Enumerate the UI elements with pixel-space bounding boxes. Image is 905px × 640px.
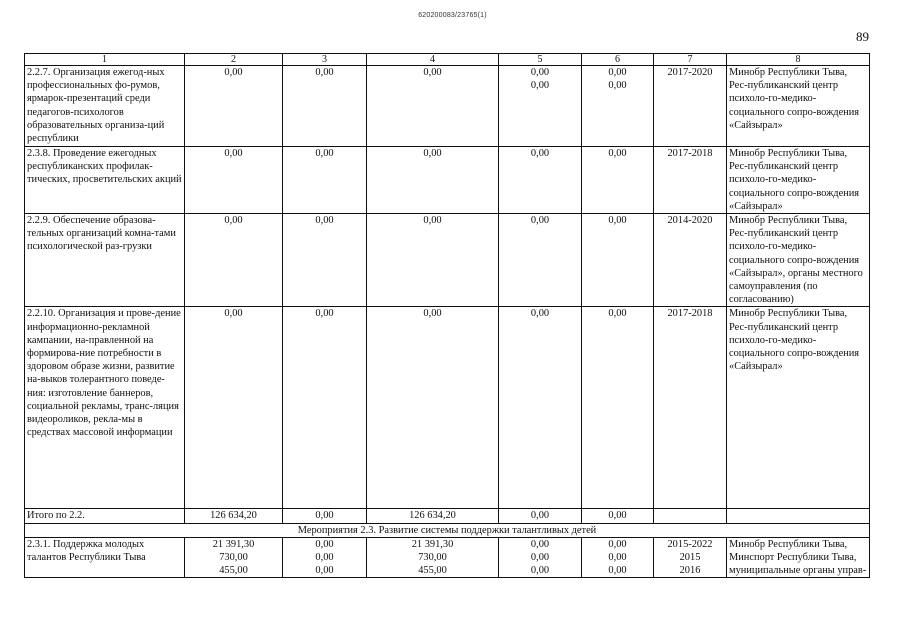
cell-value-line: 0,00 [608,80,627,92]
cell-value: 0,00 [499,509,582,523]
table-row [25,147,870,214]
cell-value-line: 0,00 [315,538,334,550]
cell-value: 0,00 [582,307,654,509]
responsible-cell [727,537,870,578]
cell-value: 0,00 [283,214,367,307]
years-cell [654,537,727,578]
cell-value: 0,00 [582,214,654,307]
cell-value-line: 21 391,30 [212,538,255,550]
cell-value-line: 0,00 [530,565,550,577]
total-label: Итого по 2.2. [25,509,185,523]
cell-value [367,537,499,578]
empty-cell [727,509,870,523]
column-number: 1 [25,54,185,66]
responsible-cell: Минобр Республики Тыва, Рес-публиканский центр психоло-го-медико-социального сопро-вождения «Сайзырал» [727,147,870,214]
column-number: 7 [654,54,727,66]
cell-value: 0,00 [185,214,283,307]
cell-value: 0,00 [499,307,582,509]
activity-name: 2.3.1. Поддержка молодых талантов Республики Тыва [25,537,185,578]
years-cell: 2017-2018 [654,147,727,214]
years-cell: 2017-2018 [654,307,727,509]
cell-value: 0,00 [283,66,367,147]
responsible-cell: Минобр Республики Тыва, Рес-публиканский центр психоло-го-медико-социального сопро-вождения «Сайзырал» [727,66,870,147]
responsible-cell: Минобр Республики Тыва, Рес-публиканский центр психоло-го-медико-социального сопро-вождения «Сайзырал» [727,307,870,509]
cell-value-line: 0,00 [530,80,550,92]
years-cell: 2014-2020 [654,214,727,307]
table-row [25,537,870,578]
cell-value-line: 0,00 [530,67,550,78]
cell-value: 0,00 [185,147,283,214]
table-row [25,307,870,509]
cell-value: 0,00 [367,147,499,214]
table-row [25,214,870,307]
column-number-row [25,54,870,66]
cell-value-line: 0,00 [530,552,550,564]
cell-value-line: 455,00 [418,565,447,577]
cell-value-line: 0,00 [608,538,627,550]
column-number: 8 [727,54,870,66]
column-number: 2 [185,54,283,66]
cell-value: 0,00 [499,147,582,214]
years-line: 2015 [679,552,701,564]
cell-value-line: 0,00 [608,552,627,564]
cell-value: 0,00 [185,66,283,147]
section-row [25,523,870,537]
budget-table [24,53,870,578]
cell-value-line: 0,00 [315,552,334,564]
cell-value: 0,00 [283,147,367,214]
cell-value: 0,00 [367,214,499,307]
cell-value: 0,00 [185,307,283,509]
document-id: 620200083/23765(1) [418,12,487,19]
page-number: 89 [856,29,869,44]
cell-value: 0,00 [283,307,367,509]
column-number: 5 [499,54,582,66]
cell-value-line: 21 391,30 [411,538,454,550]
cell-value-line: 0,00 [608,565,627,577]
cell-value-line: 0,00 [315,565,334,577]
responsible-line: Минобр Республики Тыва, [729,538,848,550]
cell-value: 0,00 [367,307,499,509]
table-row [25,66,870,147]
cell-value: 0,00 [582,509,654,523]
column-number: 6 [582,54,654,66]
cell-value [283,537,367,578]
responsible-line: муниципальные органы управ- [729,565,867,577]
activity-name: 2.2.7. Организация ежегод-ных профессиональных фо-румов, ярмарок-презентаций среди педагогов-психологов образовательных организа-ций республики [25,66,185,147]
cell-value-line: 455,00 [219,565,248,577]
cell-value [582,66,654,147]
section-title: Мероприятия 2.3. Развитие системы поддержки талантливых детей [25,523,870,537]
column-number: 3 [283,54,367,66]
years-line: 2016 [679,565,701,577]
cell-value-line: 0,00 [530,538,550,550]
activity-name: 2.2.10. Организация и прове-дение информационно-рекламной кампании, на-правленной на формирова-ние потребности в здоровом образе жизни, развитие на-выков толерантного поведе-ния: изготовление баннеров, социальной рекламы, транс-ляция видеороликов, рекла-мы в средствах массовой информации [25,307,185,509]
years-cell: 2017-2020 [654,66,727,147]
cell-value: 0,00 [582,147,654,214]
years-line: 2015-2022 [667,538,713,550]
empty-cell [654,509,727,523]
cell-value: 0,00 [283,509,367,523]
cell-value-line: 730,00 [418,552,447,564]
activity-name: 2.2.9. Обеспечение образова-тельных организаций комна-тами психологической раз-грузки [25,214,185,307]
responsible-cell: Минобр Республики Тыва, Рес-публиканский центр психоло-го-медико-социального сопро-вождения «Сайзырал», органы местного самоуправления (по согласованию) [727,214,870,307]
cell-value: 0,00 [499,214,582,307]
cell-value [185,537,283,578]
total-row [25,509,870,523]
cell-value [499,537,582,578]
cell-value [499,66,582,147]
cell-value: 126 634,20 [367,509,499,523]
column-number: 4 [367,54,499,66]
cell-value-line: 0,00 [608,67,627,78]
activity-name: 2.3.8. Проведение ежегодных республиканских профилак-тических, просветительских акций [25,147,185,214]
cell-value: 0,00 [367,66,499,147]
cell-value: 126 634,20 [185,509,283,523]
cell-value-line: 730,00 [219,552,248,564]
responsible-line: Минспорт Республики Тыва, [729,552,857,564]
cell-value [582,537,654,578]
